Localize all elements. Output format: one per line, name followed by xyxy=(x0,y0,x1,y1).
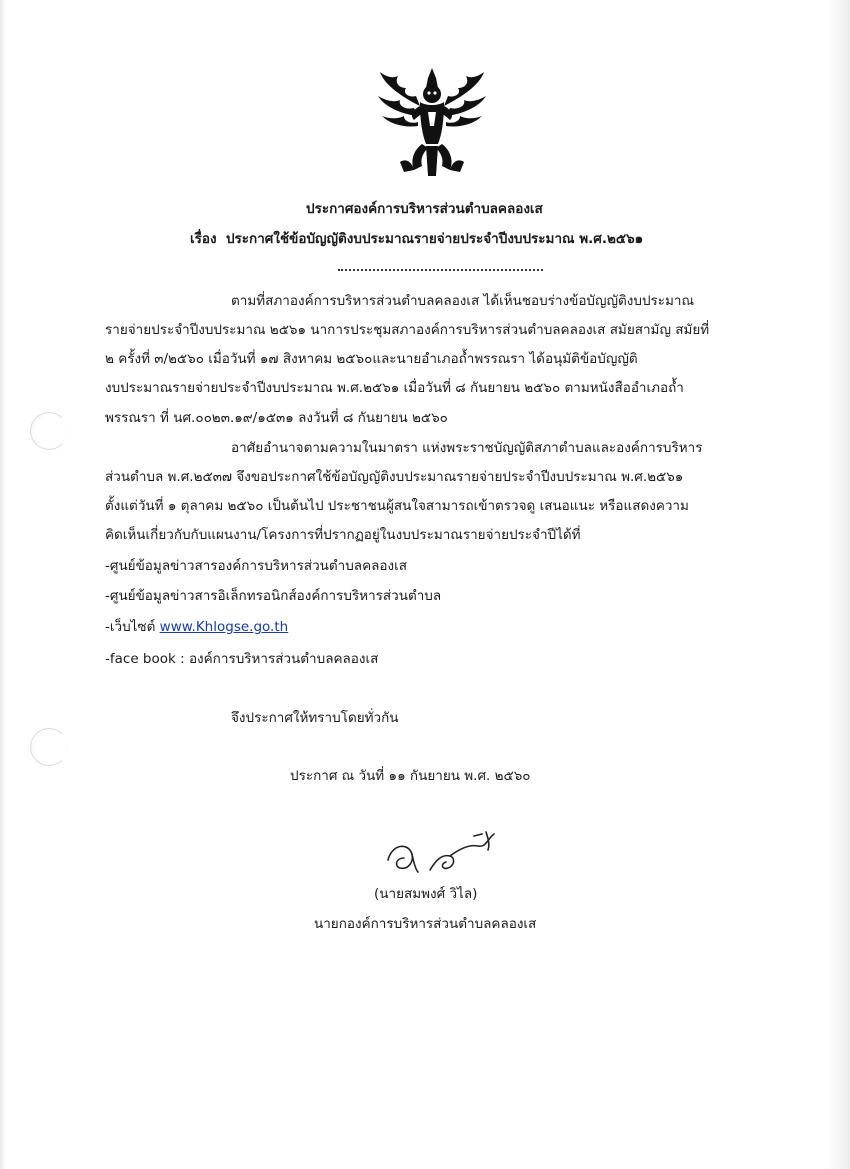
channel-info-center: -ศูนย์ข้อมูลข่าวสารองค์การบริหารส่วนตำบลคลองเส xyxy=(105,558,407,574)
website-link[interactable]: www.Khlogse.go.th xyxy=(159,619,289,635)
punch-hole-lower xyxy=(30,728,68,766)
subject-text: ประกาศใช้ข้อบัญญัติงบประมาณรายจ่ายประจำปีงบประมาณ พ.ศ.๒๕๖๑ xyxy=(225,231,644,247)
paragraph-1-line: ๒ ครั้งที่ ๓/๒๕๖๐ เมื่อวันที่ ๑๗ สิงหาคม ๒๕๖๐และนายอำเภอถ้ำพรรณรา ได้อนุมัติข้อบัญญัติ xyxy=(105,351,638,367)
paragraph-1-line: รายจ่ายประจำปีงบประมาณ ๒๕๖๑ นาการประชุมสภาองค์การบริหารส่วนตำบลคลองเส สมัยสามัญ สมัยที่ xyxy=(105,322,710,338)
website-label: -เว็บไซต์ xyxy=(105,619,156,635)
signer-position: นายกองค์การบริหารส่วนตำบลคลองเส xyxy=(314,916,537,932)
closing-text: จึงประกาศให้ทราบโดยทั่วกัน xyxy=(231,710,399,726)
channel-e-info-center: -ศูนย์ข้อมูลข่าวสารอิเล็กทรอนิกส์องค์การบริหารส่วนตำบล xyxy=(105,588,442,604)
punch-hole-upper xyxy=(30,412,68,450)
scan-edge-right xyxy=(828,0,850,1169)
subject-line xyxy=(190,231,643,247)
paragraph-2-line: คิดเห็นเกี่ยวกับกับแผนงาน/โครงการที่ปรากฏอยู่ในงบประมาณรายจ่ายประจำปีได้ที่ xyxy=(105,527,581,543)
subject-label: เรื่อง xyxy=(190,231,217,247)
paragraph-1-line: งบประมาณรายจ่ายประจำปีงบประมาณ พ.ศ.๒๕๖๑ เมื่อวันที่ ๘ กันยายน ๒๕๖๐ ตามหนังสืออำเภอถ้ำ xyxy=(105,380,684,396)
paragraph-1-line: พรรณรา ที่ นศ.๐๐๒๓.๑๙/๑๕๓๑ ลงวันที่ ๘ กันยายน ๒๕๖๐ xyxy=(105,410,448,426)
header-title: ประกาศองค์การบริหารส่วนตำบลคลองเส xyxy=(306,201,543,217)
paragraph-1-line: ตามที่สภาองค์การบริหารส่วนตำบลคลองเส ได้เห็นชอบร่างข้อบัญญัติงบประมาณ xyxy=(231,293,695,309)
paragraph-2-line: ตั้งแต่วันที่ ๑ ตุลาคม ๒๕๖๐ เป็นต้นไป ประชาชนผู้สนใจสามารถเข้าตรวจดู เสนอแนะ หรือแสดงความ xyxy=(105,498,689,514)
separator-dotted-line xyxy=(338,269,543,271)
scan-edge-left xyxy=(0,0,6,1169)
announce-date: ประกาศ ณ วันที่ ๑๑ กันยายน พ.ศ. ๒๕๖๐ xyxy=(290,768,531,784)
paragraph-2-line: อาศัยอำนาจตามความในมาตรา แห่งพระราชบัญญัติสภาตำบลและองค์การบริหาร xyxy=(231,440,703,456)
paragraph-2-line: ส่วนตำบล พ.ศ.๒๕๓๗ จึงขอประกาศใช้ข้อบัญญัติงบประมาณรายจ่ายประจำปีงบประมาณ พ.ศ.๒๕๖๑ xyxy=(105,469,684,485)
channel-facebook: -face book : องค์การบริหารส่วนตำบลคลองเส xyxy=(105,651,379,667)
signer-name: (นายสมพงศ์ วิไล) xyxy=(374,886,478,902)
handwritten-signature xyxy=(378,830,508,880)
garuda-emblem-icon xyxy=(370,66,494,178)
channel-website xyxy=(105,619,288,635)
